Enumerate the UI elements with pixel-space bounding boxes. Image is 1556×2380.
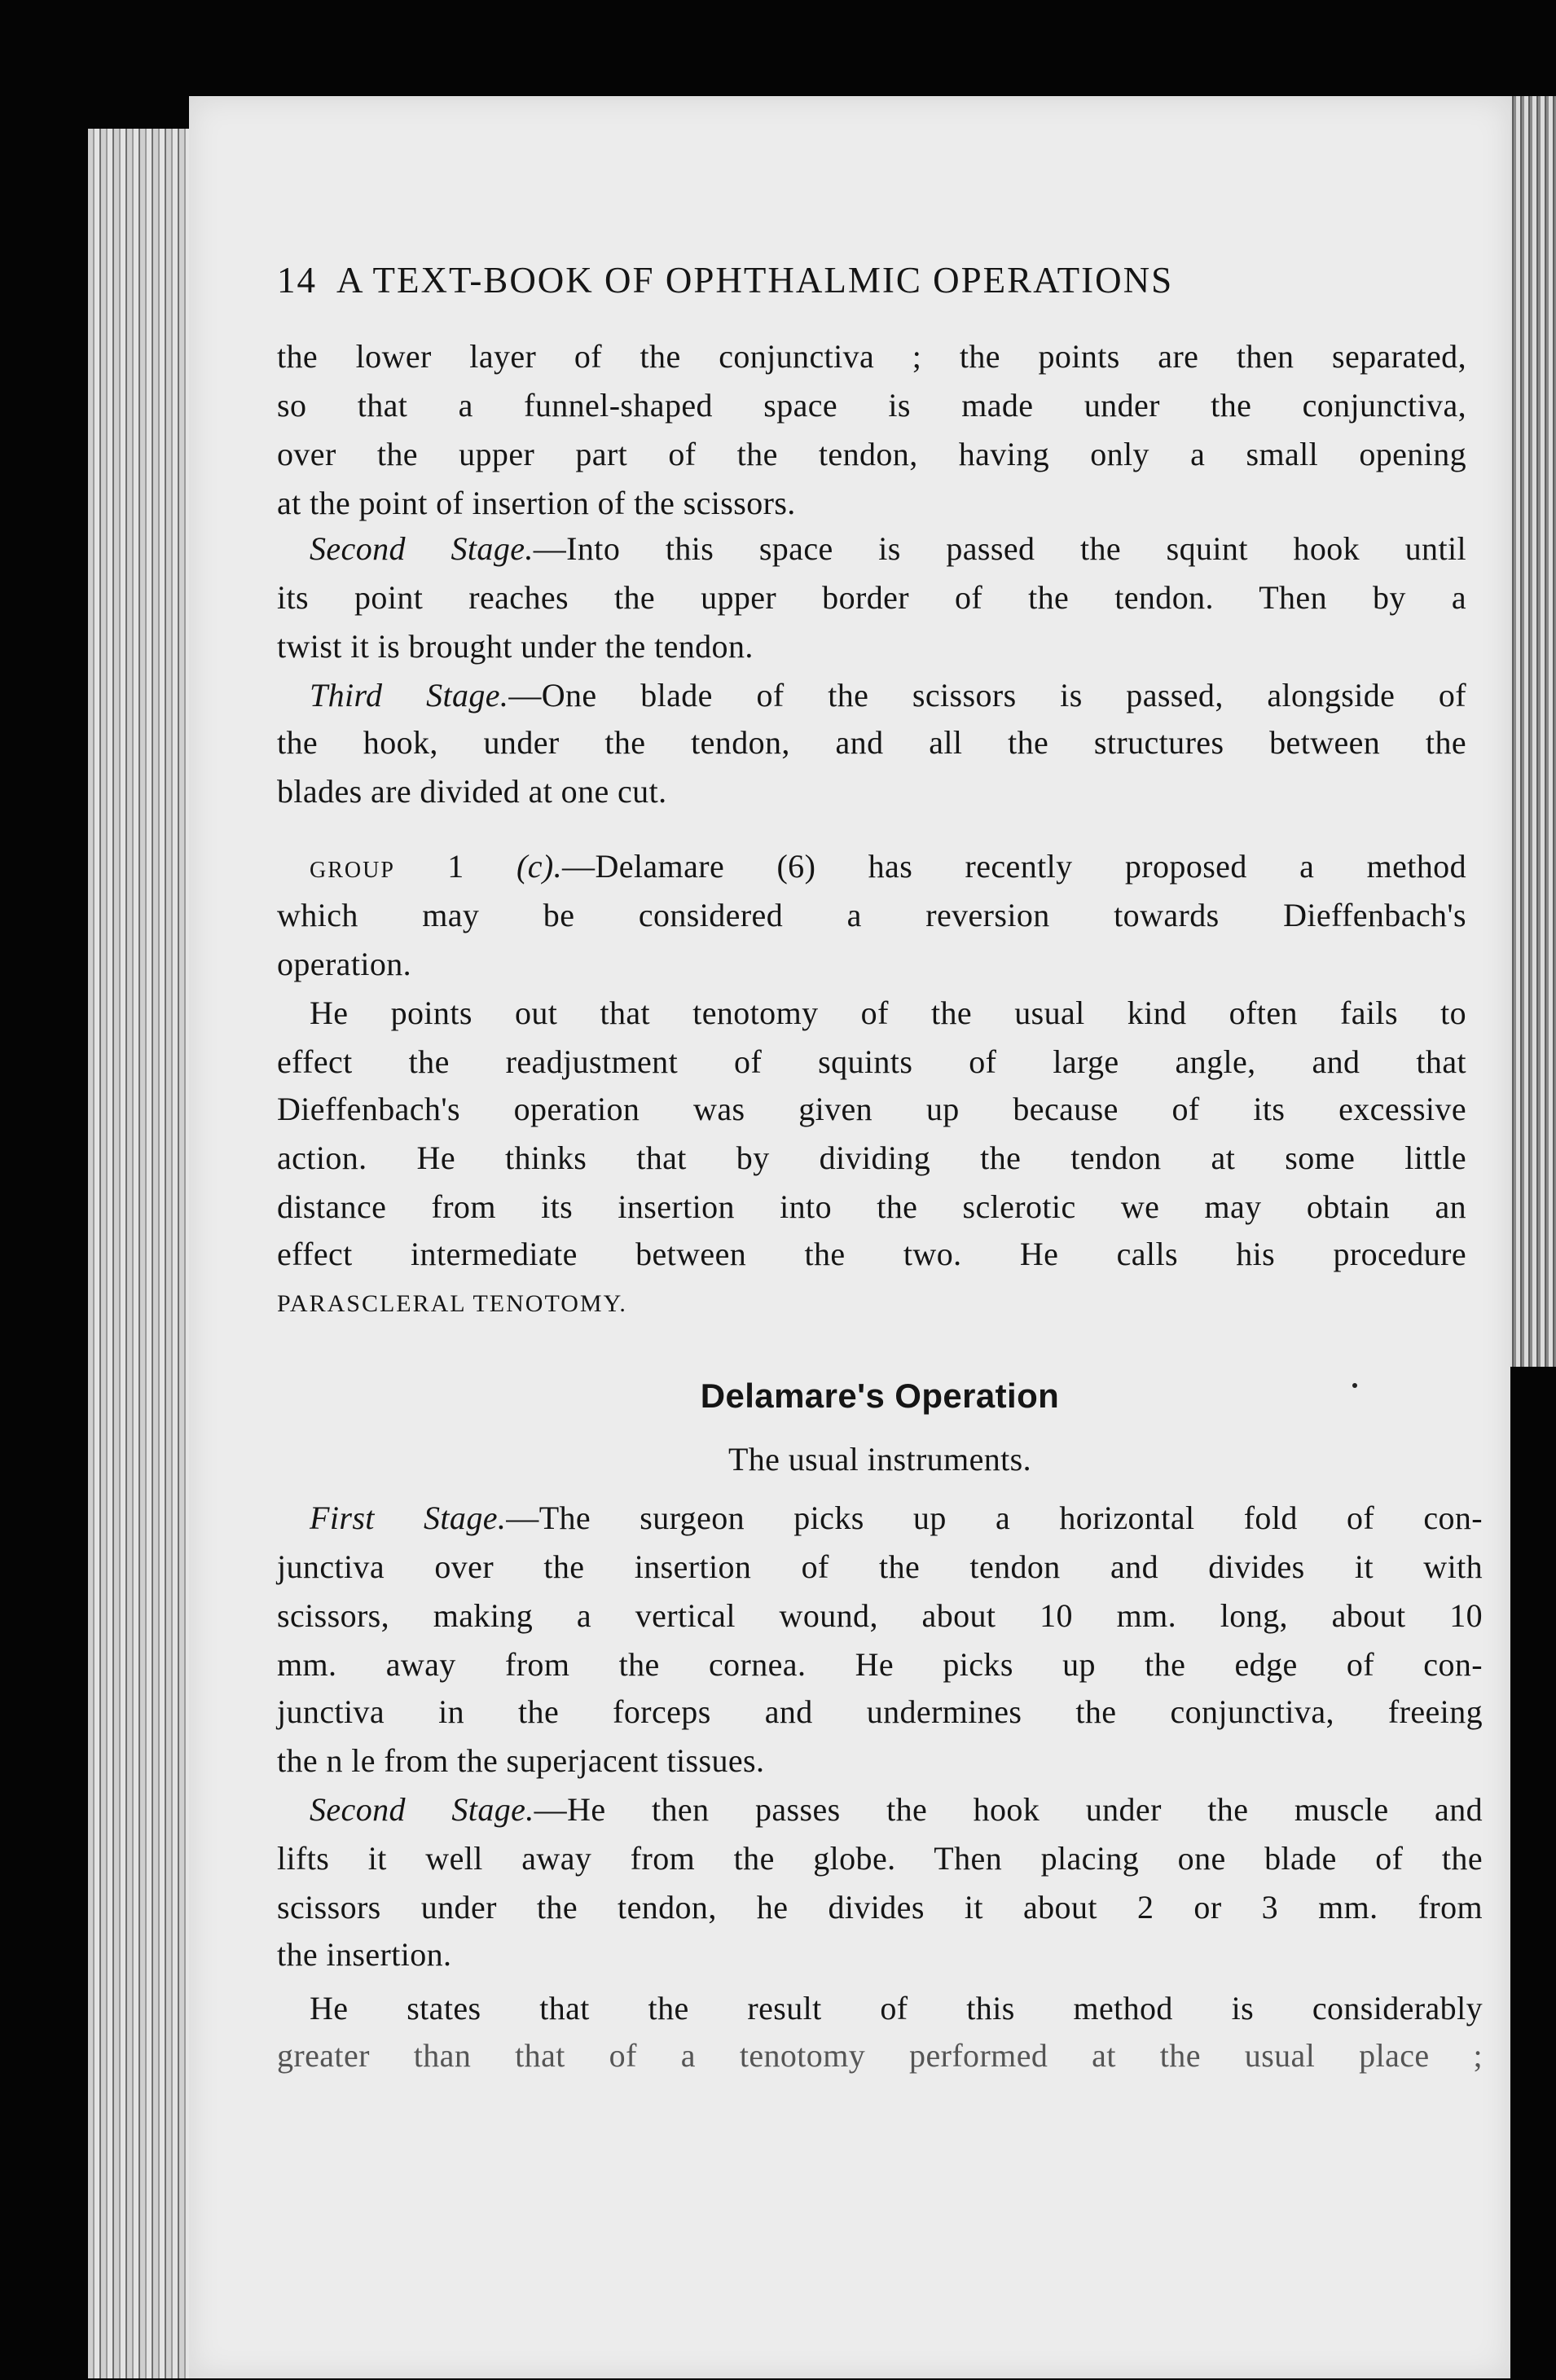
text-line: —Into this space is passed the squint hook until — [533, 530, 1466, 567]
text-line: —The surgeon picks up a horizontal fold of con- — [506, 1500, 1483, 1536]
book-page-edges — [88, 129, 202, 2378]
second-stage-first-line — [310, 529, 1466, 568]
text-line: the insertion. — [277, 1936, 452, 1973]
group-label: GROUP — [310, 858, 395, 883]
text-line: —One blade of the scissors is passed, alongside of — [508, 677, 1467, 714]
group-first-line — [310, 847, 1466, 885]
third-stage-first-line — [310, 676, 1466, 714]
text-line: —He then passes the hook under the muscle and — [534, 1791, 1483, 1828]
first-stage-first-line — [310, 1499, 1483, 1537]
text-line: scissors, making a vertical wound, about 10 mm. long, about 10 — [277, 1597, 1483, 1634]
text-line: its point reaches the upper border of the tendon. Then by a — [277, 579, 1466, 616]
text-line: He points out that tenotomy of the usual kind often fails to — [310, 995, 1466, 1031]
stage-label: Third Stage. — [310, 677, 509, 714]
right-page-edges — [1505, 96, 1556, 1367]
running-header — [277, 259, 1173, 301]
text-line: operation. — [277, 946, 412, 982]
group-number: 1 — [447, 848, 464, 885]
page-number: 14 — [277, 260, 317, 301]
text-line: distance from its insertion into the sclerotic we may obtain an — [277, 1188, 1466, 1225]
group-letter: (c). — [516, 848, 563, 885]
text-line: so that a funnel-shaped space is made under the conjunctiva, — [277, 387, 1466, 424]
stage-label: Second Stage. — [310, 530, 534, 567]
ink-speck — [1352, 1383, 1357, 1388]
text-line: which may be considered a reversion towards Dieffenbach's — [277, 897, 1466, 933]
text-line: effect the readjustment of squints of large angle, and that — [277, 1043, 1466, 1080]
text-line: the hook, under the tendon, and all the structures between the — [277, 724, 1466, 761]
text-line: Dieffenbach's operation was given up because of its excessive — [277, 1091, 1466, 1127]
text-line: junctiva over the insertion of the tendon and divides it with — [277, 1548, 1483, 1585]
text-line: the lower layer of the conjunctiva ; the points are then separated, — [277, 338, 1466, 375]
text-line: greater than that of a tenotomy performed at the usual place ; — [277, 2037, 1483, 2074]
text-line: blades are divided at one cut. — [277, 773, 667, 810]
text-line: action. He thinks that by dividing the tendon at some little — [277, 1140, 1466, 1176]
page-text — [277, 0, 1483, 2380]
text-line: lifts it well away from the globe. Then placing one blade of the — [277, 1840, 1483, 1877]
text-line: scissors under the tendon, he divides it about 2 or 3 mm. from — [277, 1889, 1483, 1926]
section-subheading: The usual instruments. — [727, 1441, 1032, 1478]
section-heading: Delamare's Operation — [700, 1377, 1060, 1415]
text-line: —Delamare (6) has recently proposed a method — [562, 848, 1466, 885]
text-line: at the point of insertion of the scissors. — [277, 485, 796, 521]
text-line: mm. away from the cornea. He picks up the edge of con- — [277, 1646, 1483, 1683]
text-line: over the upper part of the tendon, having only a small opening — [277, 436, 1466, 472]
second-stage-2-first-line — [310, 1790, 1483, 1829]
text-line: effect intermediate between the two. He calls his procedure — [277, 1236, 1466, 1272]
procedure-name: PARASCLERAL TENOTOMY. — [277, 1290, 627, 1317]
stage-label: Second Stage. — [310, 1791, 534, 1828]
running-title: A TEXT-BOOK OF OPHTHALMIC OPERATIONS — [336, 260, 1174, 301]
stage-label: First Stage. — [310, 1500, 507, 1536]
text-line: junctiva in the forceps and undermines the conjunctiva, freeing — [277, 1693, 1483, 1730]
text-line: He states that the result of this method is considerably — [310, 1990, 1483, 2027]
text-line: twist it is brought under the tendon. — [277, 628, 754, 665]
text-line: the n le from the superjacent tissues. — [277, 1742, 765, 1779]
